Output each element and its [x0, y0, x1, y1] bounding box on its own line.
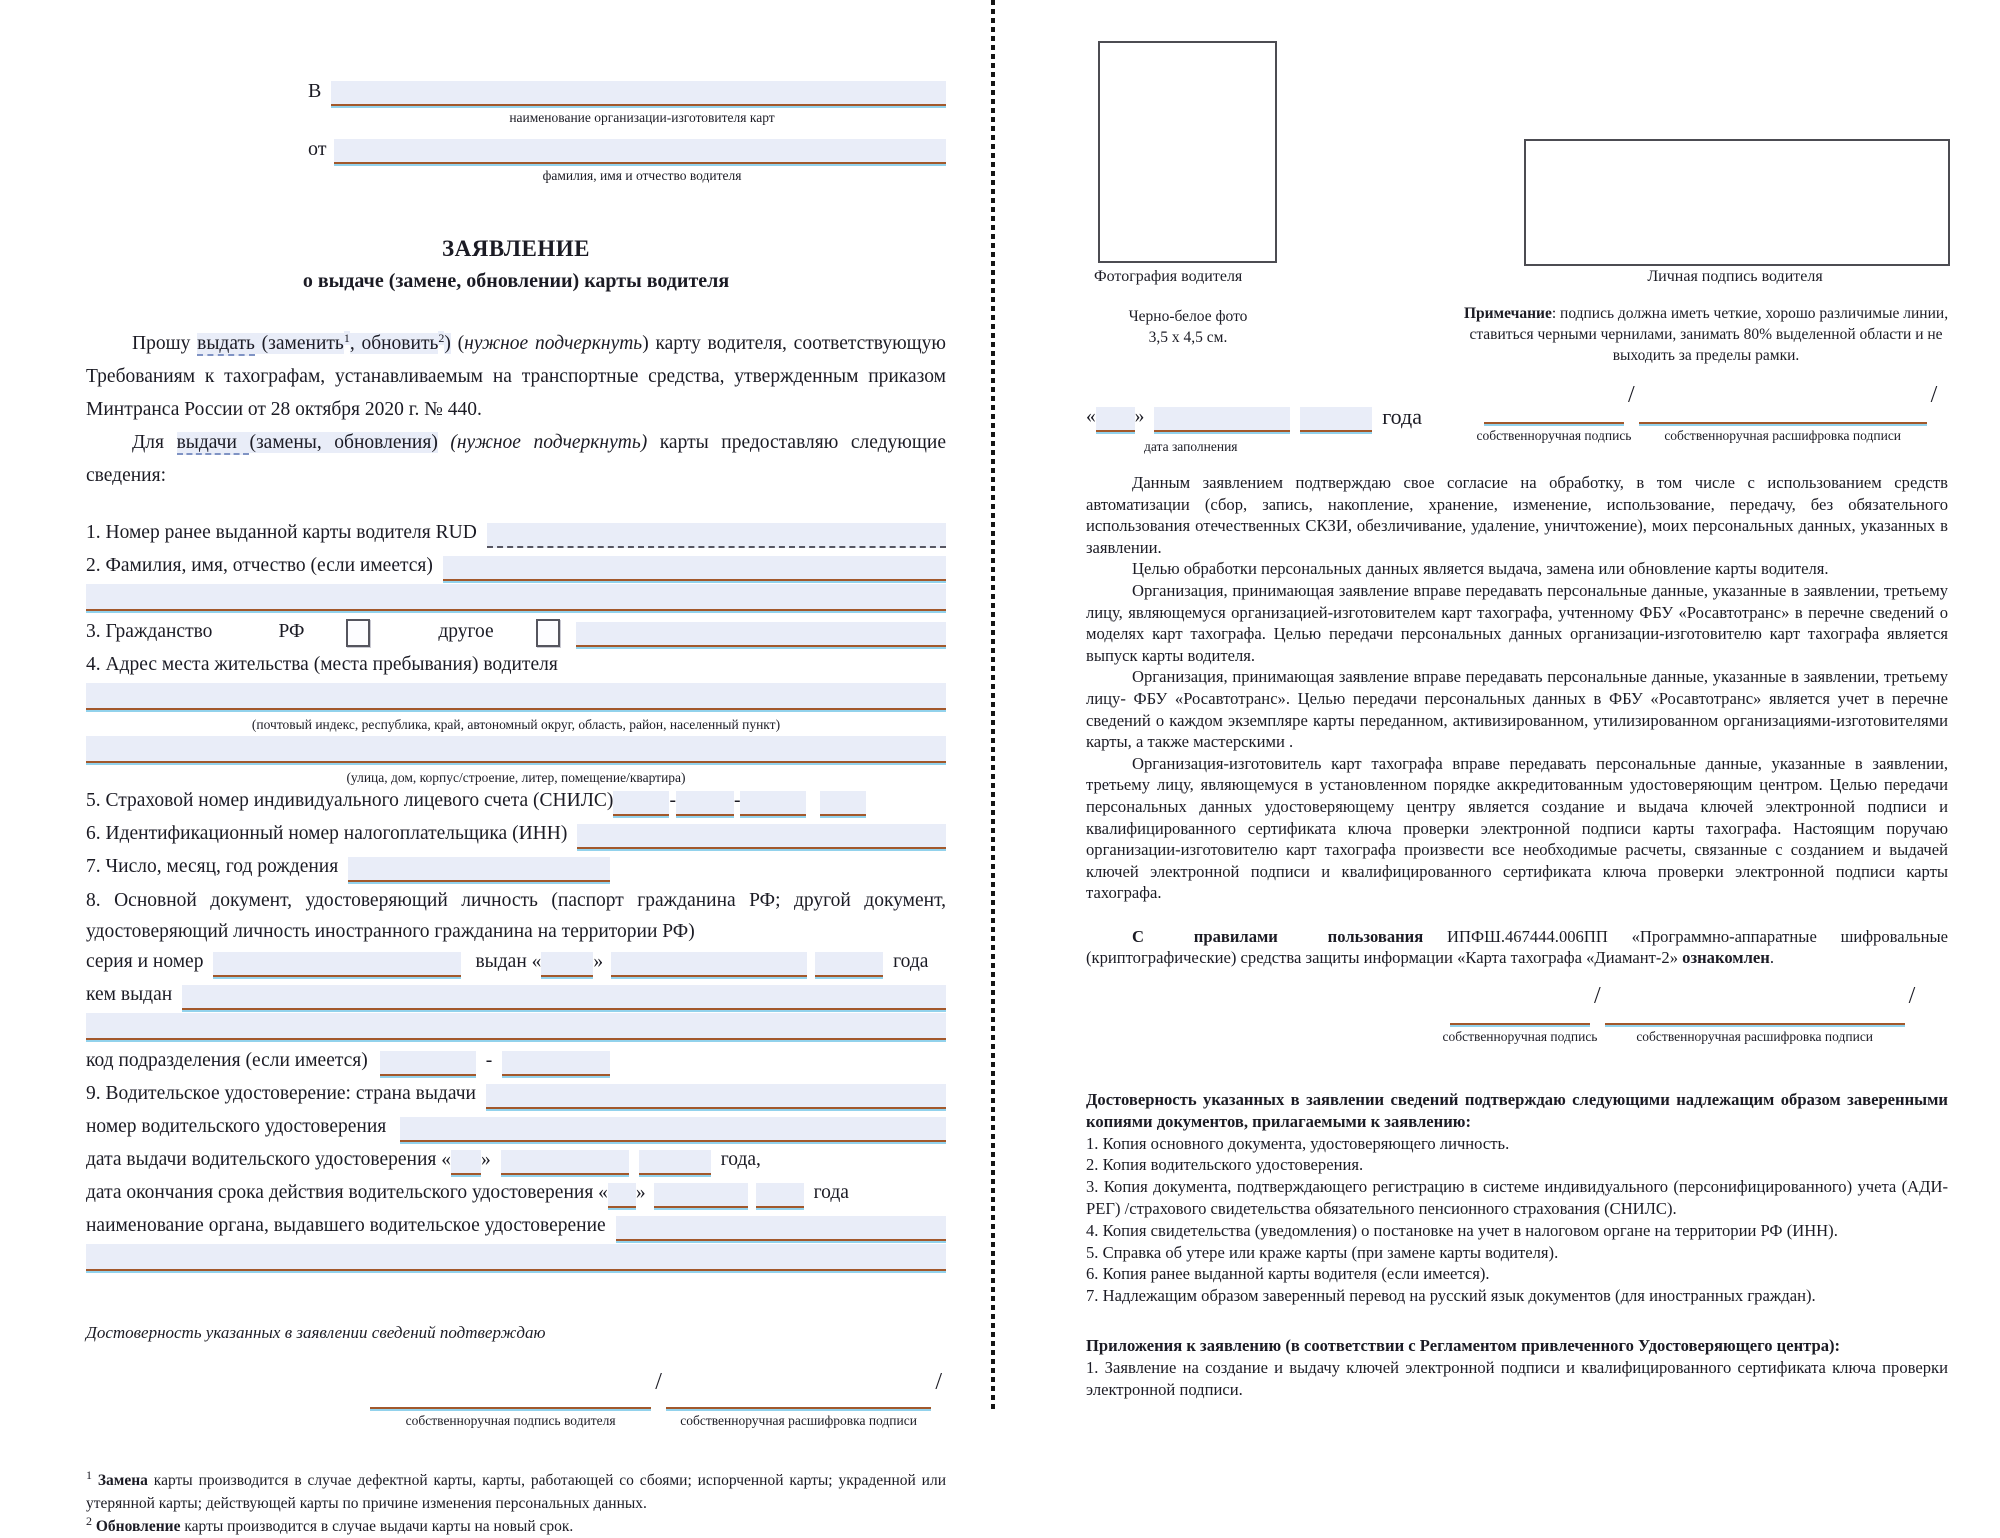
snils-dash: -	[669, 790, 676, 811]
license-expiry-day-field[interactable]	[608, 1183, 636, 1208]
address-caption-1: (почтовый индекс, республика, край, автономный округ, область, район, населенный пункт)	[251, 717, 781, 732]
rules-paragraph	[1086, 926, 1948, 969]
rules-text: ИПФШ.467444.006ПП «Программно-аппаратные шифровальные (криптографические) средства защиты информации «Карта тахографа «Диамант-2»	[1086, 926, 1948, 968]
citizenship-rf-checkbox[interactable]	[346, 619, 370, 647]
year-word: года	[893, 951, 929, 972]
division-code-label: код подразделения (если имеется)	[86, 1050, 368, 1071]
item-snils	[86, 786, 946, 816]
item-card-number	[86, 518, 946, 548]
card-number-field[interactable]	[487, 523, 946, 548]
attachments-list	[1086, 1335, 1948, 1400]
consent-paragraph: Данным заявлением подтверждаю свое согласие на обработку, в том числе с использованием средств автоматизации (сбор, запись, накопление, хранение, изменение, использование, передачу, без обязательного использования отечественных СКЗИ, обезличивание, удаление, уничтожение), моих персональных данных, указанных в заявлении.	[1086, 473, 1948, 557]
p1-run: (	[450, 333, 465, 354]
photo-signature-section	[1086, 0, 1948, 472]
signature-caption: собственноручная расшифровка подписи	[680, 1413, 917, 1428]
issued-label: выдан «	[475, 951, 542, 972]
document-item: 4. Копия свидетельства (уведомления) о постановке на учет в налоговом органе на территории РФ (ИНН).	[1086, 1220, 1838, 1240]
snils-field-3[interactable]	[740, 791, 806, 816]
slash-separator: /	[935, 1369, 942, 1395]
signature-decipher-line[interactable]	[1639, 402, 1927, 424]
attachments-heading: Приложения к заявлению (в соответствии с Регламентом привлеченного Удостоверяющего центра):	[1086, 1336, 1841, 1356]
issuer-field[interactable]	[182, 985, 946, 1010]
footnote-text: карты производится в случае дефектной карты, карты, работающей со сбоями; испорченной карты; украденной или утерянной карты; действующей карты по причине изменения персональных данных.	[86, 1472, 946, 1512]
signature-caption: собственноручная подпись водителя	[405, 1413, 616, 1428]
inn-field[interactable]	[577, 824, 946, 849]
note-term: Примечание	[1463, 305, 1552, 322]
item-identity-doc: 8. Основной документ, удостоверяющий личность (паспорт гражданина РФ; другой документ, удостоверяющий личность иностранного гражданина на территории РФ)	[86, 890, 946, 942]
document-item: 1. Копия основного документа, удостоверяющего личность.	[1086, 1133, 1510, 1153]
consent-text	[1086, 472, 1948, 969]
year-word: года	[1382, 404, 1422, 429]
footnote-term: Замена	[97, 1472, 148, 1489]
p2-run	[438, 432, 451, 453]
fio-field-line2[interactable]	[86, 584, 946, 611]
signature-segment	[370, 1387, 651, 1429]
license-issue-day-field[interactable]	[451, 1150, 481, 1175]
signature-decipher-line[interactable]	[1605, 1003, 1905, 1025]
personal-signature-box[interactable]	[1524, 139, 1950, 266]
item-label: 4. Адрес места жительства (места пребывания) водителя	[86, 654, 558, 675]
item-birthdate	[86, 852, 946, 882]
division-code-line	[86, 1046, 946, 1076]
item-citizenship	[86, 617, 946, 647]
birthdate-field[interactable]	[348, 857, 610, 882]
p1-run: ) карту водителя, соответствующую Требованиям к тахографам, устанавливаемым на транспортные средства, утвержденным приказом Минтранса России от 28 октября 2020 г. № 440.	[86, 333, 946, 420]
signature-caption: собственноручная расшифровка подписи	[1664, 428, 1902, 443]
attachment-item: 1. Заявление на создание и выдачу ключей электронной подписи и квалифицированного сертификата ключа проверки электронной подписи.	[1086, 1357, 1948, 1399]
fill-date-row	[1086, 402, 1422, 432]
signature-note	[1438, 303, 1974, 366]
page-left	[0, 0, 992, 1535]
license-expiry-month-field[interactable]	[654, 1183, 748, 1208]
form-items	[86, 518, 946, 1271]
confirmation-statement: Достоверность указанных в заявлении сведений подтверждаю	[86, 1323, 546, 1342]
license-number-line	[86, 1112, 946, 1142]
driver-photo-box	[1098, 41, 1277, 263]
license-authority-field[interactable]	[616, 1216, 946, 1241]
to-caption: наименование организации-изготовителя карт	[509, 110, 775, 125]
fio-field[interactable]	[443, 556, 946, 581]
year-word: года,	[720, 1149, 761, 1170]
license-issue-month-field[interactable]	[501, 1150, 629, 1175]
citizenship-other-checkbox[interactable]	[536, 619, 560, 647]
item-fio	[86, 551, 946, 581]
license-issue-date-label: дата выдачи водительского удостоверения «	[86, 1149, 451, 1170]
item-label: 5. Страховой номер индивидуального лицевого счета (СНИЛС)	[86, 790, 614, 811]
signature-segment	[666, 1387, 931, 1429]
item-label: 3. Гражданство	[86, 621, 213, 642]
p1-run: )	[444, 333, 451, 354]
request-paragraph	[86, 327, 946, 426]
documents-list	[1086, 1089, 1948, 1307]
document-item: 6. Копия ранее выданной карты водителя (если имеется).	[1086, 1264, 1490, 1284]
issue-year-field[interactable]	[815, 952, 883, 977]
license-expiry-year-field[interactable]	[756, 1183, 804, 1208]
fill-day-field[interactable]	[1096, 407, 1135, 432]
documents-heading: Достоверность указанных в заявлении сведений подтверждаю следующими надлежащим образом заверенными копиями документов, прилагаемыми к заявлению:	[1086, 1090, 1948, 1131]
footnote-ref-2: 2	[438, 330, 445, 345]
quote-close: »	[635, 1182, 646, 1203]
rules-acknowledged: ознакомлен	[1682, 948, 1770, 968]
item-inn	[86, 819, 946, 849]
item-label: 9. Водительское удостоверение: страна выдачи	[86, 1083, 476, 1104]
consent-paragraph: Организация-изготовитель карт тахографа вправе передавать персональные данные, указанные в заявлении, третьему лицу, являющемуся в установленном порядке аккредитованным удостоверяющим центром. Целью передачи персональных данных удостоверяющему центру является создание и выдача ключей электронной подписи и квалифицированного сертификата ключа проверки электронной подписи карты тахографа. Настоящим поручаю организации-изготовителю карт тахографа произвести все необходимые расчеты, связанные с созданием и выдачей ключей электронной подписи и квалифицированного сертификата ключа проверки электронной подписи карты тахографа.	[1086, 753, 1948, 903]
from-caption: фамилия, имя и отчество водителя	[542, 168, 742, 183]
manufacturer-name-field[interactable]	[331, 81, 946, 106]
signature-segment	[1605, 1003, 1905, 1045]
signature-segment	[1442, 1003, 1598, 1045]
option-replace: (заменить	[254, 333, 344, 354]
addressee-block	[308, 76, 946, 184]
signature-box-label: Личная подпись водителя	[1647, 268, 1823, 285]
document-item: 3. Копия документа, подтверждающего регистрацию в системе индивидуального (персонифицированного) учета (АДИ-РЕГ) /страхового свидетельства обязательного пенсионного страхования (СНИЛС).	[1086, 1177, 1948, 1219]
license-authority-label: наименование органа, выдавшего водительское удостоверение	[86, 1215, 606, 1236]
license-issue-date-line	[86, 1145, 946, 1175]
fill-year-field[interactable]	[1300, 407, 1373, 432]
fill-date-caption: дата заполнения	[1144, 439, 1238, 454]
item-label: 1. Номер ранее выданной карты водителя RUD	[86, 522, 477, 543]
series-label: серия и номер	[86, 951, 204, 972]
photo-box-label: Фотография водителя	[1094, 268, 1243, 285]
signature-segment	[1476, 402, 1632, 444]
driver-name-field[interactable]	[334, 139, 946, 164]
photo-note-line: 3,5 х 4,5 см.	[1148, 329, 1228, 346]
photo-note-line: Черно-белое фото	[1128, 308, 1248, 325]
address-field-line1[interactable]	[86, 683, 946, 710]
license-number-label: номер водительского удостоверения	[86, 1116, 387, 1137]
page-divider	[991, 0, 995, 1409]
driver-signature-line[interactable]	[370, 1387, 651, 1409]
quote-close: »	[1134, 406, 1145, 427]
consent-paragraph: Организация, принимающая заявление вправе передавать персональные данные, указанные в заявлении, третьему лицу, являющемуся организацией-изготовителем карт тахографа, учтенному ФБУ «Росавтотранс» в перечне сведений о моделях карт тахографа. Целью передачи персональных данных организации-изготовителю карт тахографа является выпуск карты водителя.	[1086, 580, 1948, 665]
address-field-line2[interactable]	[86, 736, 946, 763]
fill-month-field[interactable]	[1154, 407, 1289, 432]
issue-month-field[interactable]	[611, 952, 807, 977]
consent-paragraph: Организация, принимающая заявление вправе передавать персональные данные, указанные в заявлении, третьему лицу- ФБУ «Росавтотранс». Целью передачи персональных данных в ФБУ «Росавтотранс» является учет в перечне сведений о каждом экземпляре карты переданном, активизированном, утилизированном организациями-изготовителями карты, а также мастерскими .	[1086, 667, 1948, 752]
snils-field-4[interactable]	[820, 791, 866, 816]
signature-line[interactable]	[1450, 1003, 1590, 1025]
purpose-paragraph	[86, 426, 946, 492]
signature-caption: собственноручная подпись	[1476, 428, 1632, 443]
underline-hint: (нужное подчеркнуть)	[450, 432, 648, 453]
underline-hint: нужное подчеркнуть	[464, 333, 643, 354]
p2-run: карты предоставляю следующие сведения:	[86, 432, 946, 486]
license-country-line	[86, 1079, 946, 1109]
slash-separator: /	[1930, 382, 1938, 408]
division-code-dash: -	[485, 1050, 493, 1071]
license-authority-field-line2[interactable]	[86, 1244, 946, 1271]
license-number-field[interactable]	[400, 1117, 946, 1142]
option-renew: , обновить	[349, 333, 439, 354]
snils-dash: -	[733, 790, 741, 811]
footnote-marker: 1	[86, 1467, 92, 1482]
footnote-text: карты производится в случае выдачи карты на новый срок.	[180, 1518, 574, 1535]
driver-signature-decipher-line[interactable]	[666, 1387, 931, 1409]
division-code-field-2[interactable]	[502, 1051, 610, 1076]
footnote-marker: 2	[86, 1513, 92, 1528]
item-address	[86, 650, 946, 680]
option-issue: выдать	[197, 333, 255, 354]
quote-open: «	[1086, 406, 1096, 427]
signature-caption: собственноручная расшифровка подписи	[1636, 1029, 1874, 1045]
license-expiry-label: дата окончания срока действия водительского удостоверения «	[86, 1182, 608, 1203]
license-expiry-line	[86, 1178, 946, 1208]
slash-separator: /	[1908, 983, 1916, 1010]
consent-signature-row-1	[1476, 382, 1941, 444]
snils-field-2[interactable]	[676, 791, 734, 816]
rules-bold: С правилами пользования	[1132, 926, 1424, 946]
division-code-field-1[interactable]	[380, 1051, 476, 1076]
document-item: 7. Надлежащим образом заверенный перевод на русский язык документов (для иностранных граждан).	[1086, 1286, 1816, 1306]
issue-day-field[interactable]	[541, 952, 593, 977]
quote-close: »	[593, 951, 604, 972]
page-right	[998, 0, 2000, 1409]
snils-field-1[interactable]	[613, 791, 669, 816]
signature-segment	[1639, 402, 1927, 444]
signature-caption: собственноручная подпись	[1442, 1029, 1598, 1045]
from-prefix: от	[308, 138, 327, 160]
address-caption-2: (улица, дом, корпус/строение, литер, помещение/квартира)	[346, 770, 686, 785]
slash-separator: /	[1628, 382, 1635, 408]
issuer-field-line2[interactable]	[86, 1013, 946, 1040]
consent-paragraph: Целью обработки персональных данных является выдача, замена или обновление карты водителя.	[1132, 559, 1829, 579]
to-prefix: В	[308, 80, 322, 102]
purpose-replace-renew: (замены, обновления)	[249, 432, 438, 453]
slash-separator: /	[655, 1369, 662, 1395]
year-word: года	[813, 1182, 849, 1203]
citizenship-other-field[interactable]	[576, 622, 946, 647]
citizenship-rf-label: РФ	[278, 621, 305, 642]
document-item: 5. Справка об утере или краже карты (при замене карты водителя).	[1086, 1242, 1559, 1262]
purpose-issue: выдачи	[176, 432, 250, 453]
document-title: ЗАЯВЛЕНИЕ	[442, 236, 590, 261]
rules-text: .	[1769, 948, 1774, 968]
signature-line[interactable]	[1484, 402, 1624, 424]
issuer-label: кем выдан	[86, 984, 173, 1005]
p1-run: Прошу	[132, 333, 198, 354]
item-label: 7. Число, месяц, год рождения	[86, 856, 339, 877]
driver-signature-row	[370, 1369, 946, 1429]
photo-requirements	[1088, 306, 1288, 348]
consent-signature-row-2	[1442, 983, 1948, 1045]
note-text: : подпись должна иметь четкие, хорошо различимые линии, ставиться черными чернилами, занимать 80% выделенной области и не выходить за пределы рамки.	[1469, 305, 1949, 364]
passport-series-line	[86, 947, 946, 977]
passport-issuer-line	[86, 980, 946, 1010]
license-authority-line	[86, 1211, 946, 1241]
footnote-2	[86, 1515, 946, 1538]
license-country-field[interactable]	[486, 1084, 946, 1109]
citizenship-other-label: другое	[438, 621, 494, 642]
item-label: 2. Фамилия, имя, отчество (если имеется)	[86, 555, 433, 576]
series-number-field[interactable]	[213, 952, 461, 977]
document-subtitle: о выдаче (замене, обновлении) карты водителя	[302, 270, 730, 292]
footnote-ref-1: 1	[343, 330, 350, 345]
document-item: 2. Копия водительского удостоверения.	[1086, 1155, 1364, 1175]
slash-separator: /	[1594, 983, 1601, 1010]
footnote-term: Обновление	[95, 1518, 181, 1535]
p2-run: Для	[132, 432, 177, 453]
quote-close: »	[481, 1149, 491, 1170]
footnote-1	[86, 1469, 946, 1515]
item-label: 6. Идентификационный номер налогоплательщика (ИНН)	[86, 823, 568, 844]
license-issue-year-field[interactable]	[639, 1150, 711, 1175]
